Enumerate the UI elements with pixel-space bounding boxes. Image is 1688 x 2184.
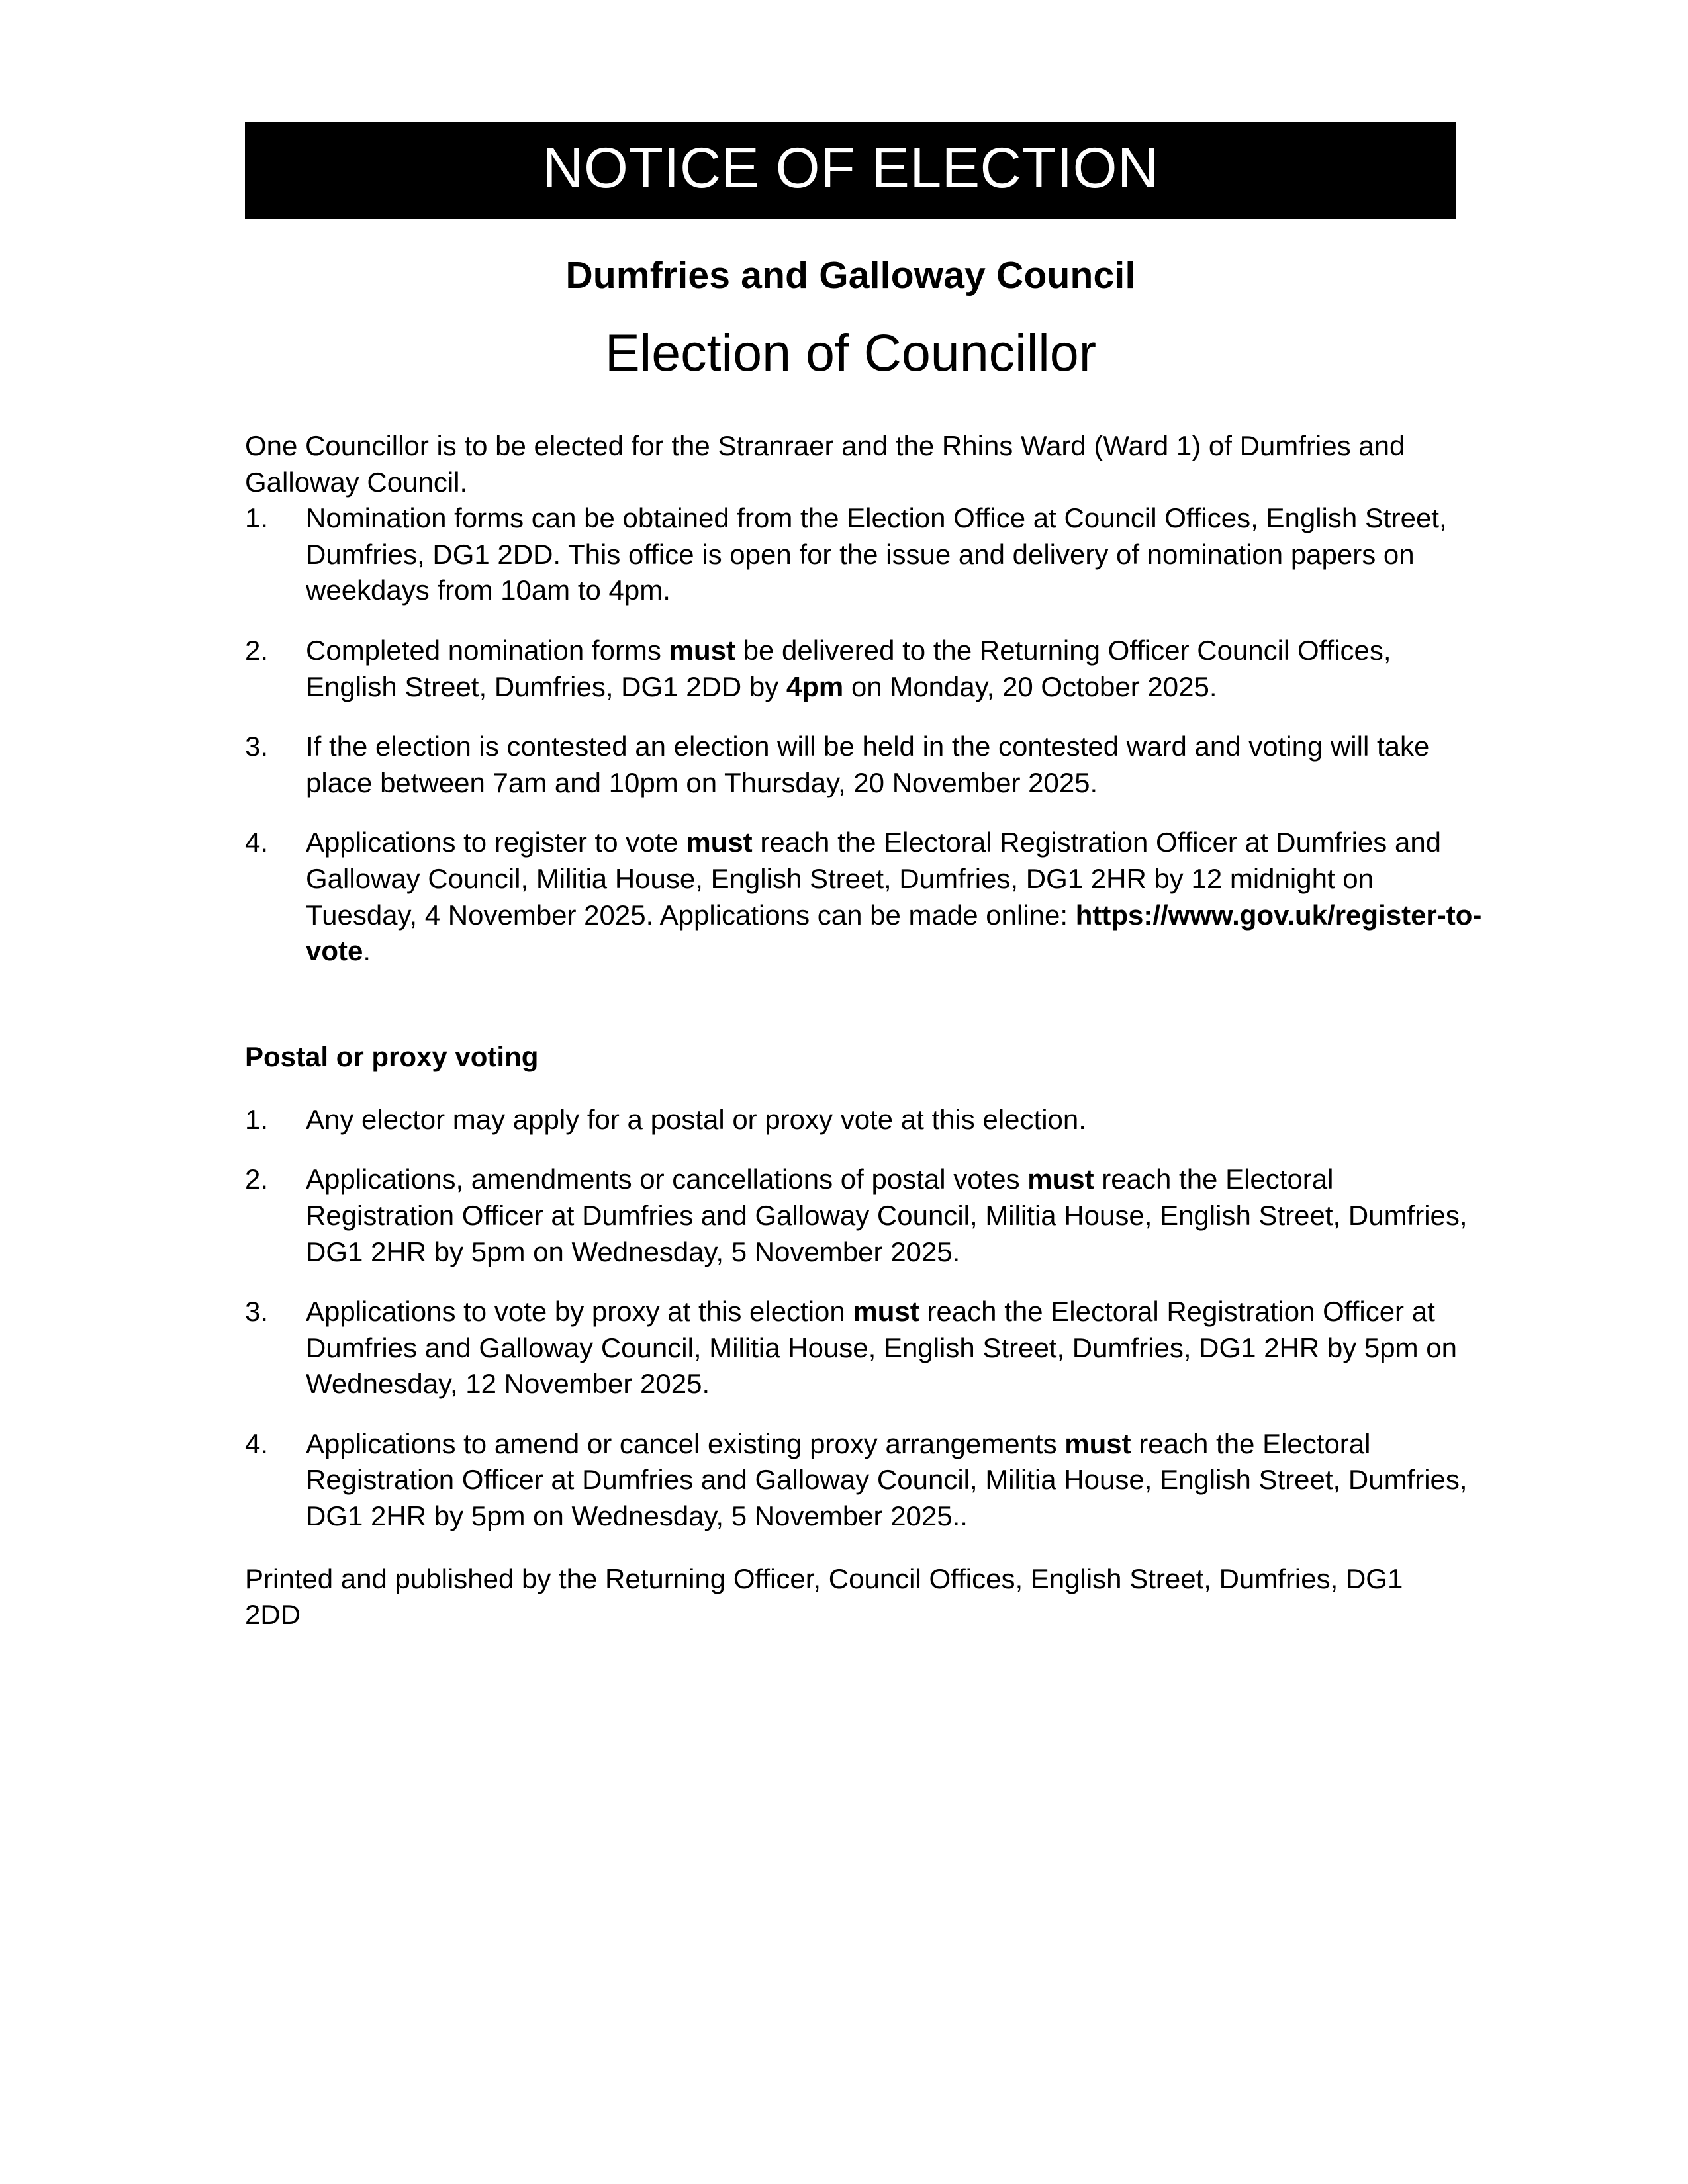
intro-paragraph: One Councillor is to be elected for the Stranraer and the Rhins Ward (Ward 1) of Dumfries and Galloway Council. (245, 430, 1405, 498)
list-item-text: If the election is contested an election will be held in the contested ward and voting will take place between 7am and 10pm on Thursday, 20 November 2025. (306, 731, 1430, 798)
list-item-number: 2. (245, 1163, 269, 1195)
main-numbered-list (245, 500, 1489, 970)
council-name: Dumfries and Galloway Council (565, 254, 1136, 296)
list-item-number: 4. (245, 1428, 269, 1459)
list-item-text: Completed nomination forms must be delivered to the Returning Officer Council Offices, English Street, Dumfries, DG1 2DD by 4pm on Monday, 20 October 2025. (306, 634, 1391, 702)
page-title-banner: NOTICE OF ELECTION (245, 122, 1456, 219)
list-item (245, 500, 1489, 609)
list-item-text: Applications to vote by proxy at this election must reach the Electoral Registration Officer at Dumfries and Galloway Council, Militia House, English Street, Dumfries, DG1 2HR by 5pm on Wednesday, 12 November 2025. (306, 1296, 1458, 1400)
list-item-number: 1. (245, 502, 269, 534)
list-item-number: 4. (245, 827, 269, 858)
list-item-text: Any elector may apply for a postal or proxy vote at this election. (306, 1103, 1086, 1135)
list-item (245, 729, 1489, 801)
list-item-number: 3. (245, 1296, 269, 1328)
list-item (245, 1102, 1489, 1138)
list-item-text: Applications to amend or cancel existing proxy arrangements must reach the Electoral Registration Officer at Dumfries and Galloway Council, Militia House, English Street, Dumfries, DG1 2HR by 5pm on Wednesday, 5 November 2025.. (306, 1428, 1468, 1532)
list-item-number: 1. (245, 1103, 269, 1135)
list-item (245, 825, 1489, 969)
list-item-number: 2. (245, 634, 269, 666)
list-item-text: Nomination forms can be obtained from the Election Office at Council Offices, English Street, Dumfries, DG1 2DD. This office is open for the issue and delivery of nomination papers on weekdays from 10am to 4pm. (306, 502, 1447, 606)
postal-proxy-section-heading: Postal or proxy voting (245, 1040, 539, 1072)
publisher-note: Printed and published by the Returning Officer, Council Offices, English Street, Dumfries, DG1 2DD (245, 1563, 1403, 1631)
postal-numbered-list (245, 1102, 1489, 1535)
list-item (245, 1426, 1489, 1535)
list-item-number: 3. (245, 731, 269, 762)
list-item (245, 1161, 1489, 1270)
list-item (245, 633, 1489, 705)
list-item (245, 1294, 1489, 1402)
election-heading: Election of Councillor (604, 323, 1097, 382)
list-item-text: Applications to register to vote must reach the Electoral Registration Officer at Dumfries and Galloway Council, Militia House, English Street, Dumfries, DG1 2HR by 12 midnight on Tuesday, 4 November 2025. Applications can be made online: https://www.gov.uk/register-to-vote. (306, 827, 1482, 967)
list-item-text: Applications, amendments or cancellations of postal votes must reach the Electoral Registration Officer at Dumfries and Galloway Council, Militia House, English Street, Dumfries, DG1 2HR by 5pm on Wednesday, 5 November 2025. (306, 1163, 1468, 1267)
